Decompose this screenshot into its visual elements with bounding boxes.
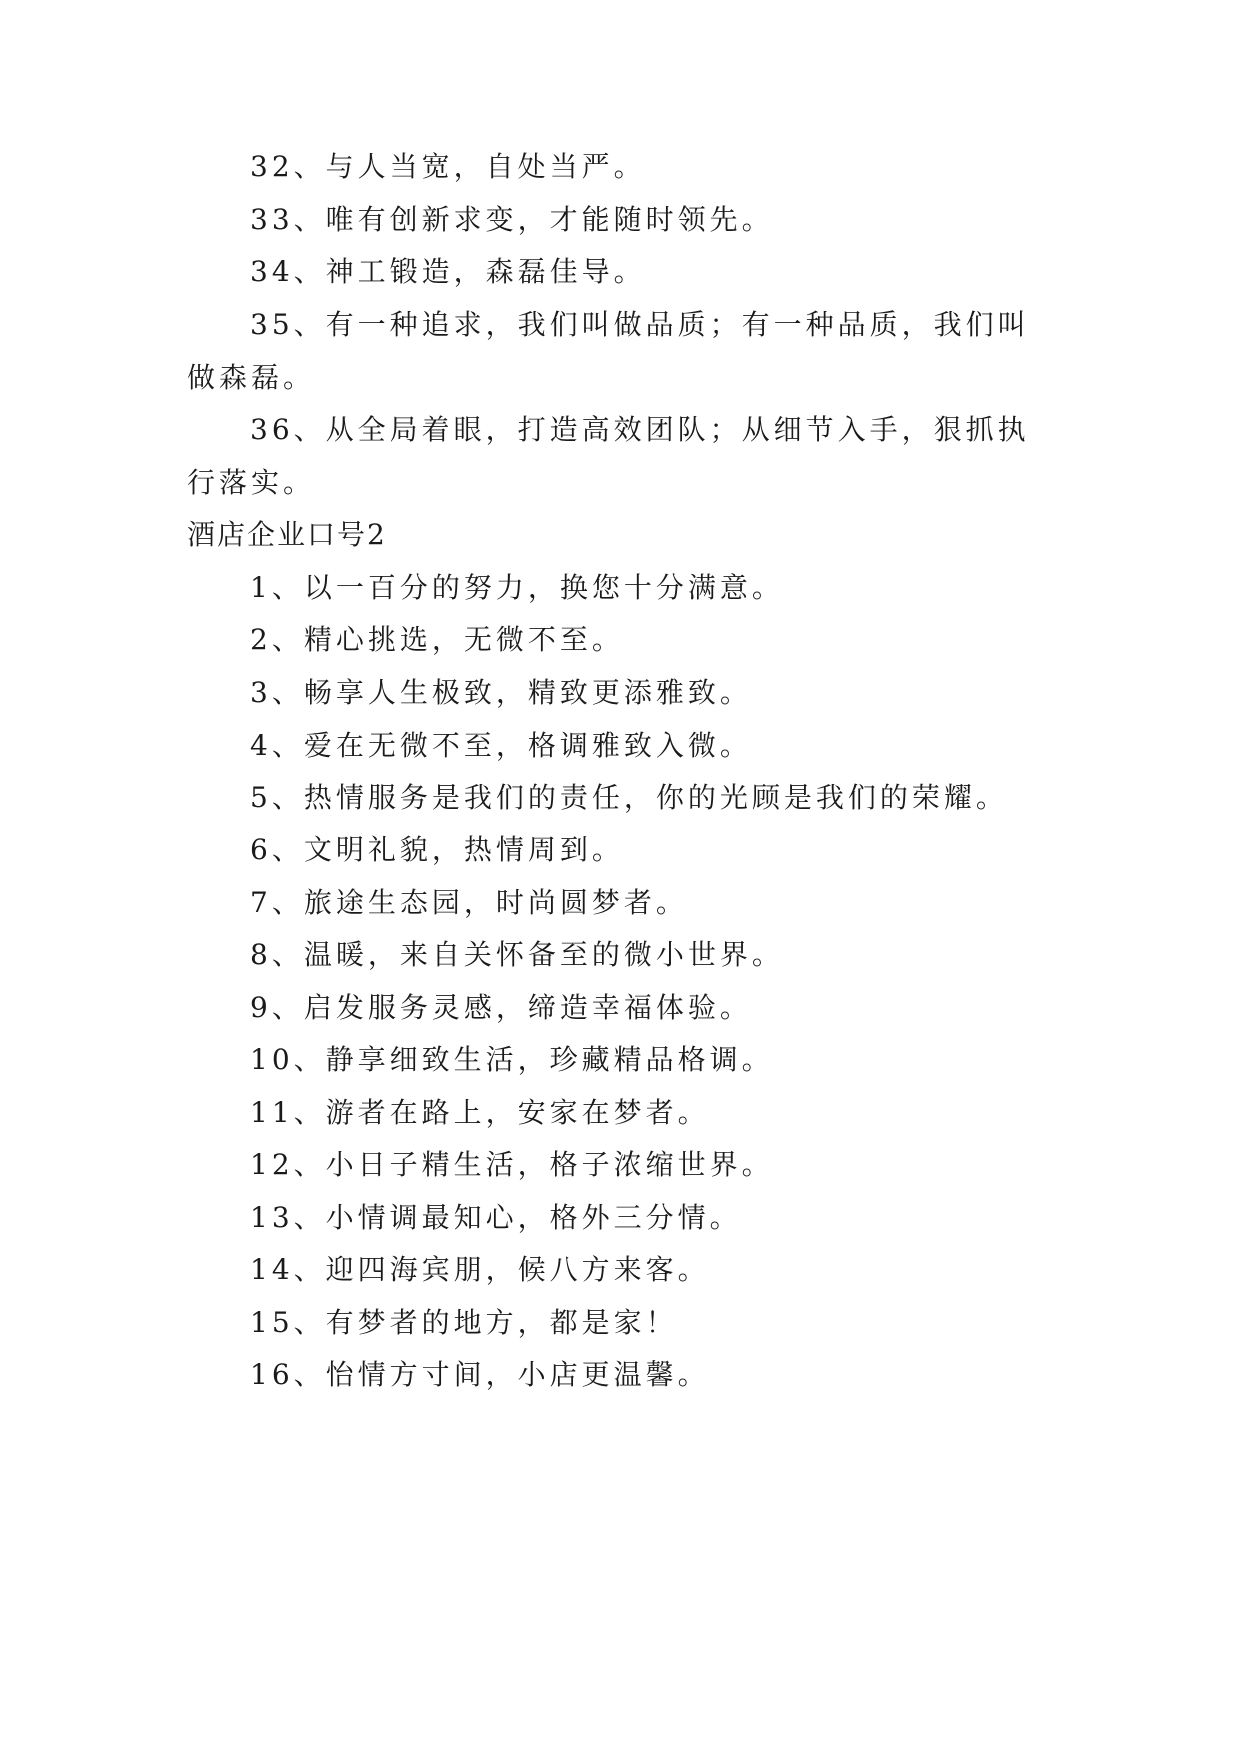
slogan-item: 16、怡情方寸间，小店更温馨。 — [250, 1358, 710, 1391]
slogan-item: 13、小情调最知心，格外三分情。 — [250, 1201, 742, 1234]
slogan-item: 33、唯有创新求变，才能随时领先。 — [250, 203, 774, 236]
slogan-item: 2、精心挑选，无微不至。 — [250, 623, 624, 656]
slogan-item-continuation: 做森磊。 — [187, 361, 316, 394]
slogan-item: 9、启发服务灵感，缔造幸福体验。 — [250, 991, 752, 1024]
section-heading: 酒店企业口号2 — [187, 518, 387, 551]
slogan-item: 5、热情服务是我们的责任，你的光顾是我们的荣耀。 — [250, 781, 1008, 814]
slogan-item: 36、从全局着眼，打造高效团队；从细节入手，狠抓执 — [250, 413, 1030, 446]
slogan-item: 34、神工锻造，森磊佳导。 — [250, 255, 646, 288]
slogan-item: 6、文明礼貌，热情周到。 — [250, 833, 624, 866]
slogan-item: 4、爱在无微不至，格调雅致入微。 — [250, 729, 752, 762]
slogan-item: 8、温暖，来自关怀备至的微小世界。 — [250, 938, 784, 971]
slogan-item: 10、静享细致生活，珍藏精品格调。 — [250, 1043, 774, 1076]
slogan-item: 11、游者在路上，安家在梦者。 — [250, 1096, 710, 1129]
slogan-item: 15、有梦者的地方，都是家！ — [250, 1306, 678, 1339]
slogan-item: 12、小日子精生活，格子浓缩世界。 — [250, 1148, 774, 1181]
slogan-item: 7、旅途生态园，时尚圆梦者。 — [250, 886, 688, 919]
slogan-item: 3、畅享人生极致，精致更添雅致。 — [250, 676, 752, 709]
slogan-item: 32、与人当宽，自处当严。 — [250, 150, 646, 183]
slogan-item: 35、有一种追求，我们叫做品质；有一种品质，我们叫 — [250, 308, 1030, 341]
slogan-item: 14、迎四海宾朋，候八方来客。 — [250, 1253, 710, 1286]
slogan-item-continuation: 行落实。 — [187, 466, 316, 499]
slogan-item: 1、以一百分的努力，换您十分满意。 — [250, 571, 784, 604]
